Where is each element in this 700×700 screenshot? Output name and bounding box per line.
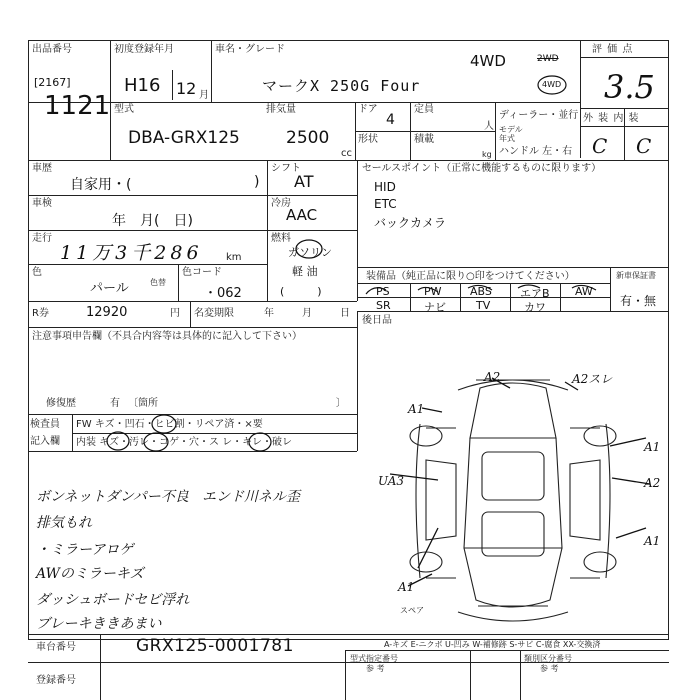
inspector-windshield-row: FW キズ・凹石・ヒビ割・リペア済・×要	[76, 419, 263, 430]
divider	[355, 131, 495, 132]
divider	[357, 311, 358, 451]
equipment-item: エアB	[520, 287, 550, 300]
type-designation-label: 型式指定番号	[350, 654, 398, 663]
repair-history-value: 有	[110, 398, 120, 409]
repair-history-label: 修復歴	[46, 398, 76, 409]
sales-point-item: ETC	[374, 197, 397, 211]
name-change-deadline-label: 名変期限	[194, 308, 234, 319]
color-code: ・062	[204, 286, 242, 301]
circle-mark-icon	[294, 238, 324, 260]
fuel-label: 燃料	[271, 233, 291, 244]
equipment-label: 装備品（純正品に限り○印をつけてください）	[366, 271, 575, 282]
divider	[190, 301, 191, 327]
registration-era-year: H16	[124, 75, 161, 96]
sales-points-label: セールスポイント（正常に機能するものに限ります）	[362, 163, 602, 174]
inspector-interior-row: 内装 キズ・汚レ・コゲ・穴・ス レ・キレ・破レ	[76, 437, 293, 448]
inspection-value: 年 月( 日)	[112, 213, 193, 229]
exterior-grade: C	[592, 134, 608, 158]
damage-mark: A2スレ	[572, 372, 613, 386]
color-label: 色	[32, 267, 42, 278]
notes-title: 注意事項申告欄（不具合内容等は具体的に記入して下さい）	[32, 331, 302, 342]
history-close: )	[254, 174, 260, 190]
fuel-gasoline: ガソリン	[288, 246, 332, 259]
circle-mark-icon	[536, 74, 568, 96]
mileage-value: 11万3千286	[60, 242, 203, 264]
shift-value: AT	[294, 172, 314, 191]
drive-option-2wd: 2WD	[537, 54, 559, 64]
repair-spot-close: 〕	[336, 398, 346, 409]
damage-mark: A1	[644, 534, 661, 548]
registration-number-label: 登録番号	[36, 675, 76, 686]
after-items-label: 後日品	[362, 315, 392, 326]
divider	[172, 70, 173, 100]
person-unit: 人	[484, 121, 494, 132]
ac-label: 冷房	[271, 198, 291, 209]
year-unit: 年	[264, 308, 274, 319]
sales-point-item: バックカメラ	[374, 216, 447, 230]
cc-unit: cc	[341, 148, 352, 159]
equipment-item: ナビ	[424, 301, 446, 314]
equipment-item: PS	[376, 285, 390, 298]
inspector-comment: ダッシュボードセビ浮れ	[36, 592, 190, 608]
divider	[28, 160, 669, 161]
drive-option-4wd: 4WD	[542, 80, 562, 89]
divider	[357, 267, 669, 268]
grade-label: 評 価 点	[592, 44, 634, 55]
divider	[345, 650, 346, 700]
equipment-item: PW	[424, 285, 442, 298]
reference-label: 参 考	[366, 664, 385, 673]
new-car-warranty-label: 新車保証書	[616, 271, 656, 280]
equipment-item: AW	[575, 285, 593, 298]
inspector-comment: AWのミラーキズ	[36, 566, 144, 582]
divider	[211, 40, 212, 102]
divider	[610, 267, 611, 311]
recycle-label: R券	[32, 308, 49, 319]
divider	[345, 650, 669, 651]
inspector-comment: ・ミラーアロゲ	[36, 542, 134, 558]
inspector-label: 検査員	[30, 419, 60, 430]
color-value: パール	[90, 281, 129, 296]
damage-mark: A2	[644, 476, 661, 490]
interior-grade: C	[636, 134, 652, 158]
exterior-interior-label: 外 装 内 装	[583, 113, 640, 124]
divider	[28, 195, 357, 196]
model-year-label: モデル年式	[499, 125, 523, 143]
car-name: マークX 250G Four	[262, 77, 421, 95]
body-shape-label: 形状	[358, 134, 378, 145]
lot-reference: [2167]	[34, 76, 71, 89]
divider	[28, 634, 669, 635]
sales-point-item: HID	[374, 180, 396, 194]
month-unit: 月	[302, 308, 312, 319]
dealer-label: ディーラー・並行	[499, 110, 579, 121]
chassis-number-label: 車台番号	[36, 642, 76, 653]
damage-mark: A2	[484, 370, 501, 384]
inspector-entry-label: 記入欄	[30, 436, 60, 447]
overall-grade: 3.5	[604, 68, 655, 106]
equipment-item: カワ	[524, 301, 546, 314]
divider	[28, 301, 357, 302]
displacement-label: 排気量	[266, 104, 296, 115]
divider	[267, 230, 357, 231]
repair-spot-label: 〔箇所	[128, 398, 158, 409]
day-unit: 日	[340, 308, 350, 319]
yen-unit: 円	[170, 308, 180, 319]
divider	[495, 102, 496, 160]
mileage-label: 走行	[32, 233, 52, 244]
equipment-item: SR	[376, 299, 391, 312]
displacement: 2500	[286, 128, 330, 148]
capacity-label: 定員	[414, 104, 434, 115]
inspector-comment: ブレーキききあまい	[36, 616, 162, 632]
damage-mark: UA3	[378, 474, 405, 488]
inspector-comment: エンド川ネル歪	[202, 489, 300, 505]
lot-number: 1121	[44, 91, 111, 121]
doors-label: ドア	[358, 104, 378, 115]
reference-label: 参 考	[540, 664, 559, 673]
doors-count: 4	[386, 112, 395, 128]
divider	[100, 634, 101, 700]
handle-label: ハンドル 左・右	[499, 146, 573, 157]
model-code: DBA-GRX125	[128, 128, 240, 148]
inspection-label: 車検	[32, 198, 52, 209]
drive-type: 4WD	[470, 52, 506, 70]
divider	[28, 230, 267, 231]
history-label: 車歴	[32, 163, 52, 174]
car-name-label: 車名・グレード	[215, 44, 285, 55]
divider	[28, 327, 357, 328]
fuel-other: ( )	[280, 285, 322, 298]
load-label: 積載	[414, 134, 434, 145]
registration-month: 12	[176, 79, 197, 98]
kg-unit: kg	[482, 150, 492, 159]
divider	[28, 102, 580, 103]
damage-mark: A1	[408, 402, 425, 416]
lot-number-label: 出品番号	[32, 44, 72, 55]
divider	[470, 650, 471, 700]
inspector-circle-marks	[100, 412, 280, 454]
first-registration-label: 初度登録年月	[114, 44, 174, 55]
equipment-check-marks	[360, 282, 610, 312]
color-change-label: 色替	[150, 278, 166, 287]
divider	[28, 662, 669, 663]
divider	[178, 264, 179, 301]
chassis-number: GRX125-0001781	[136, 636, 294, 656]
inspector-comment: ボンネットダンパー不良	[36, 489, 189, 505]
km-unit: km	[226, 252, 242, 263]
color-code-label: 色コード	[182, 267, 222, 278]
damage-mark: A1	[644, 440, 661, 454]
category-number-label: 類別区分番号	[524, 654, 572, 663]
warranty-value: 有・無	[620, 294, 657, 308]
divider	[520, 650, 521, 700]
shift-label: シフト	[271, 163, 301, 174]
ac-value: AAC	[286, 206, 318, 224]
recycle-fee: 12920	[86, 305, 128, 320]
history-value: 自家用・(	[70, 177, 132, 193]
divider	[580, 57, 669, 58]
spare-tire-label: スペア	[400, 606, 424, 615]
damage-code-legend: A-キズ E-ニクボ U-凹み W-補修跡 S-サビ C-腐食 XX-交換済	[384, 640, 601, 649]
divider	[357, 160, 358, 301]
equipment-item: TV	[476, 299, 491, 312]
equipment-item: ABS	[470, 285, 492, 298]
model-label: 型式	[114, 104, 134, 115]
inspector-comment: 排気もれ	[36, 515, 92, 531]
fuel-diesel: 軽 油	[292, 265, 318, 278]
month-unit: 月	[199, 90, 209, 101]
damage-mark: A1	[398, 580, 415, 594]
